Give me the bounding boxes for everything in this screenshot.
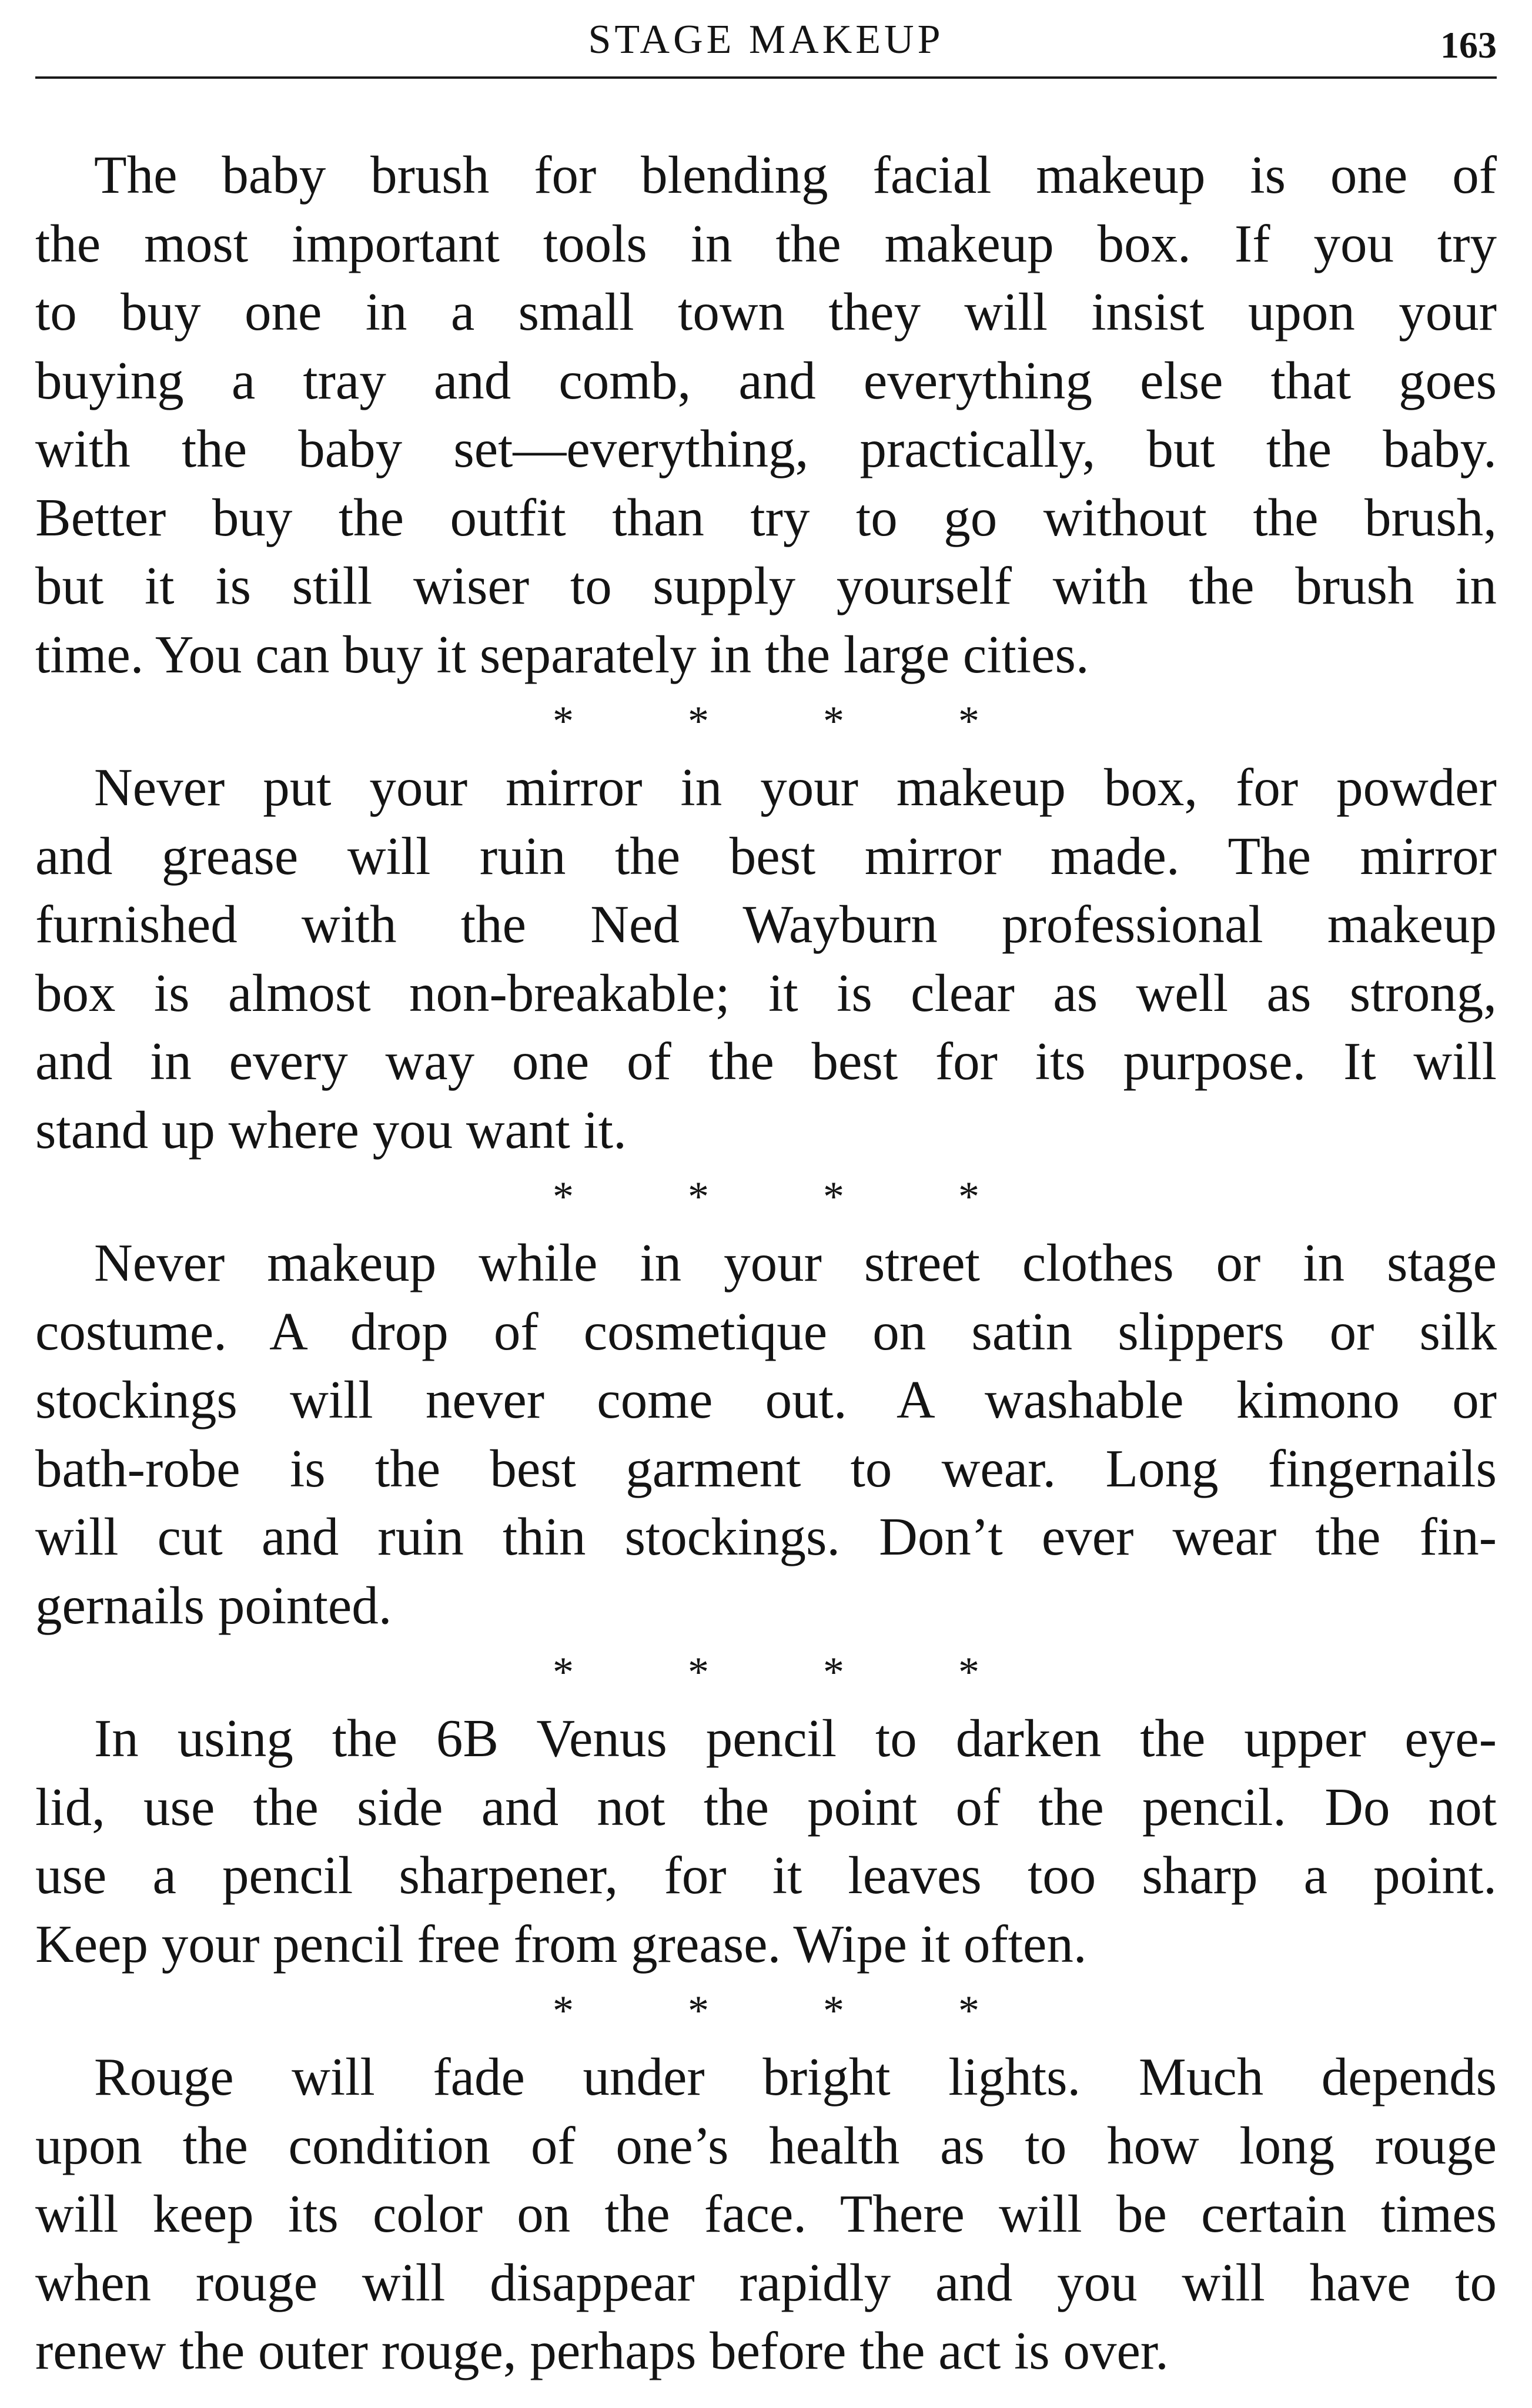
- text-line: stand up where you want it.: [35, 1100, 627, 1160]
- asterisk-ornament: *: [688, 1173, 709, 1220]
- asterisk-ornament: *: [688, 1987, 709, 2034]
- paragraph: [35, 753, 1497, 1164]
- text-line: and in every way one of the best for its purpose. It will: [35, 1031, 1497, 1091]
- text-line: Never put your mirror in your makeup box, for powder: [94, 758, 1497, 817]
- asterisk-ornament: *: [823, 1173, 844, 1220]
- paragraph: [35, 1229, 1497, 1640]
- text-line: lid, use the side and not the point of the pencil. Do not: [35, 1777, 1497, 1837]
- text-line: time. You can buy it separately in the large cities.: [35, 624, 1089, 684]
- text-line: will cut and ruin thin stockings. Don’t ever wear the fin-: [35, 1507, 1497, 1566]
- asterisk-ornament: *: [553, 1173, 574, 1220]
- text-line: but it is still wiser to supply yourself with the brush in: [35, 556, 1497, 615]
- asterisk-ornament: *: [958, 698, 979, 745]
- asterisk-ornament: *: [958, 1649, 979, 1696]
- asterisk-ornament: *: [958, 1173, 979, 1220]
- text-line: bath-robe is the best garment to wear. Long fingernails: [35, 1438, 1497, 1498]
- asterisk-ornament: *: [823, 698, 844, 745]
- asterisk-ornament: *: [688, 1649, 709, 1696]
- paragraph: [35, 1704, 1497, 1978]
- asterisk-ornament: *: [823, 1987, 844, 2034]
- asterisk-ornament: *: [553, 698, 574, 745]
- text-line: upon the condition of one’s health as to how long rouge: [35, 2115, 1497, 2175]
- text-line: use a pencil sharpener, for it leaves too sharp a point.: [35, 1846, 1497, 1905]
- text-line: and grease will ruin the best mirror made. The mirror: [35, 826, 1497, 886]
- paragraph: [35, 2043, 1497, 2386]
- asterisk-ornament: *: [958, 1987, 979, 2034]
- text-line: to buy one in a small town they will insist upon your: [35, 282, 1497, 341]
- text-line: Better buy the outfit than try to go without the brush,: [35, 487, 1497, 547]
- text-line: costume. A drop of cosmetique on satin slippers or silk: [35, 1301, 1497, 1361]
- page-number: 163: [1440, 24, 1497, 66]
- section-separator: [35, 1164, 1497, 1229]
- text-line: renew the outer rouge, perhaps before the act is over.: [35, 2321, 1169, 2380]
- running-header: [35, 6, 1497, 79]
- text-line: Never makeup while in your street clothes or in stage: [94, 1233, 1497, 1292]
- text-line: gernails pointed.: [35, 1575, 392, 1635]
- asterisk-ornament: *: [688, 698, 709, 745]
- asterisk-ornament: *: [823, 1649, 844, 1696]
- text-line: will keep its color on the face. There will be certain times: [35, 2184, 1497, 2243]
- text-line: furnished with the Ned Wayburn professional makeup: [35, 895, 1497, 954]
- text-line: box is almost non-breakable; it is clear as well as strong,: [35, 963, 1497, 1023]
- text-line: Rouge will fade under bright lights. Much depends: [94, 2047, 1497, 2106]
- text-line: the most important tools in the makeup box. If you try: [35, 213, 1497, 273]
- section-separator: [35, 689, 1497, 753]
- paragraph: [35, 141, 1497, 689]
- text-line: Keep your pencil free from grease. Wipe it often.: [35, 1914, 1087, 1974]
- text-line: In using the 6B Venus pencil to darken the upper eye-: [94, 1709, 1497, 1768]
- text-line: with the baby set—everything, practically, but the baby.: [35, 419, 1497, 478]
- running-title: STAGE MAKEUP: [588, 17, 944, 62]
- asterisk-ornament: *: [553, 1649, 574, 1696]
- text-line: buying a tray and comb, and everything else that goes: [35, 350, 1497, 410]
- text-line: when rouge will disappear rapidly and you will have to: [35, 2252, 1497, 2312]
- asterisk-ornament: *: [553, 1987, 574, 2034]
- text-line: The baby brush for blending facial makeup is one of: [94, 145, 1497, 205]
- section-separator: [35, 1640, 1497, 1704]
- body-text: [35, 141, 1497, 2386]
- text-line: stockings will never come out. A washable kimono or: [35, 1370, 1497, 1429]
- section-separator: [35, 1978, 1497, 2043]
